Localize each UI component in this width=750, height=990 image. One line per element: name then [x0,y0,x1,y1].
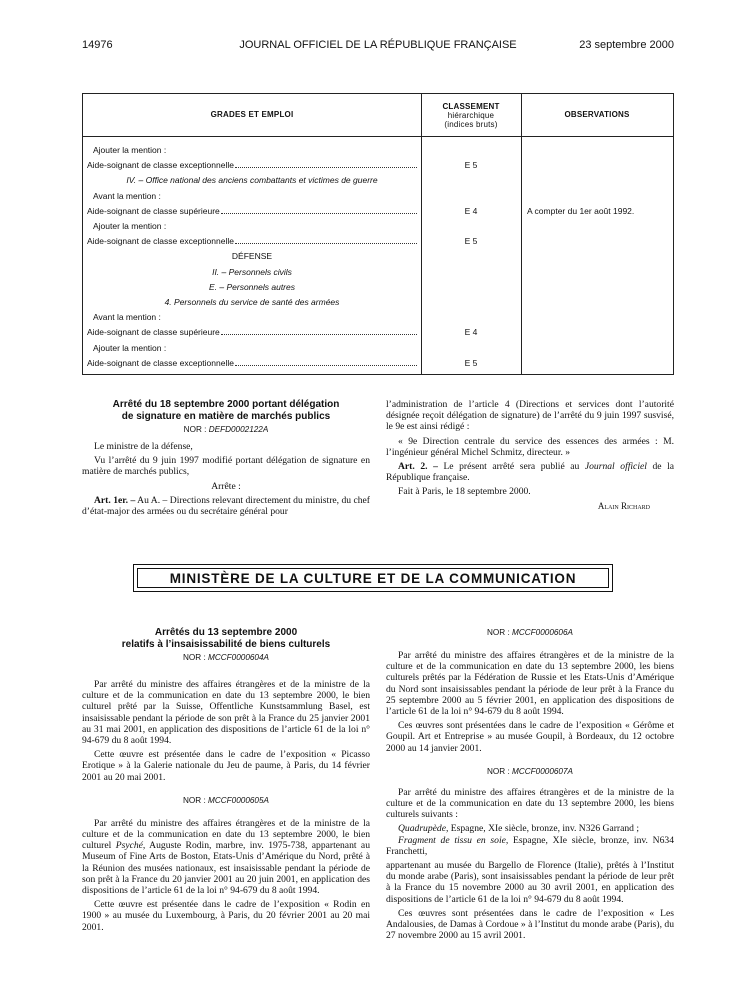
artwork-title: Quadrupède, [398,823,449,835]
grade-emploi-cell: Aide-soignant de classe supérieure [87,327,220,338]
nor-code: MCCF0000604A [208,653,269,662]
observations-cell: A compter du 1er août 1992. [527,205,635,216]
grade-emploi-cell: Ajouter la mention : [93,221,167,231]
nor-label: NOR : [183,425,207,434]
table-section-heading: DÉFENSE [231,251,273,262]
article-text: Au A. – Directions relevant directement du ministre, du chef d’état-major des armées ou du secrétaire général pour [82,494,370,518]
header-grades-emploi: GRADES ET EMPLOI [210,110,294,119]
grades-table [82,93,674,375]
classement-cell: E 5 [464,160,478,171]
article-label: Art. 1er. – [94,494,136,506]
table-row [83,190,675,202]
paragraph: Vu l’arrêté du 9 juin 1997 modifié portant délégation de signature en matière de marchés publics, [82,455,370,478]
article-1 [82,495,370,517]
classement-cell: E 4 [464,327,478,338]
artwork-details: Espagne, XIe siècle, bronze, inv. N634 Franchetti, [386,834,674,857]
nor-reference [82,795,370,806]
table-row [83,311,675,323]
paragraph [82,818,370,896]
header-observations: OBSERVATIONS [564,110,630,119]
arrete-title [82,399,370,422]
table-row [83,205,675,217]
grade-emploi-cell: Avant la mention : [93,190,161,201]
paragraph-text: Auguste Rodin, marbre, inv. 1975-738, appartenant au Museum of Fine Arts de Boston, Etats-Unis d’Amérique du Nord, prêté à la Réunion des musées nationaux, est insaisissable pendant la période de son prêt à la France du 20 janvier 2001 au 20 juin 2001, en application des dispositions de l’article 61 de la loi n° 94-679 du 8 août 1994. [82,840,370,897]
nor-label: NOR : [182,653,206,662]
nor-reference [386,766,674,777]
page-header [82,39,674,55]
header-classement [421,102,521,129]
table-row [83,235,675,247]
nor-reference [386,627,674,638]
arrete-defense-left [82,399,370,520]
page-number: 14976 [82,39,113,51]
paragraph: Par arrêté du ministre des affaires étrangères et de la ministre de la culture et de la communication en date du 13 septembre 2000, les biens culturels prêtés par la Fédération de Russie et les Etats-Unis d’Amérique du Nord sont insaisissables pendant la période de leur prêt à la France du 25 septembre 2000 au 5 février 2001, en application des dispositions de l’article 61 de la loi n° 94-679 du 8 août 1994. [386,650,674,718]
nor-reference [82,652,370,663]
journal-title: JOURNAL OFFICIEL DE LA RÉPUBLIQUE FRANÇAISE [239,39,517,51]
article-text: de la République française. [386,461,675,484]
grade-emploi-cell: Aide-soignant de classe exceptionnelle [87,160,234,171]
paragraph: Cette œuvre est présentée dans le cadre de l’exposition « Rodin en 1900 » au musée du Luxembourg, à Paris, du 20 février 2001 au 20 mai 2001. [82,899,370,933]
paragraph: Fait à Paris, le 18 septembre 2000. [398,486,531,498]
table-row [83,326,675,338]
table-section-heading: E. – Personnels autres [209,281,295,292]
nor-label: NOR : [486,766,510,776]
banner-text: MINISTÈRE DE LA CULTURE ET DE LA COMMUNICATION [169,571,577,586]
paragraph: Cette œuvre est présentée dans le cadre de l’exposition « Picasso Erotique » à la Galerie nationale du Jeu de paume, à Paris, du 14 février 2001 au 20 mai 2001. [82,749,370,783]
signature: Alain Richard [597,500,650,511]
paragraph: l’administration de l’article 4 (Directions et services dont l’autorité désignée reçoit délégation de signature) de l’arrêté du 9 juin 1997 susvisé, le 9e est ainsi rédigé : [386,399,674,433]
table-row [83,357,675,369]
issue-date: 23 septembre 2000 [579,39,674,51]
arretes-title-line2: relatifs à l’insaisissabilité de biens culturels [121,638,331,650]
dot-leader [235,365,417,366]
paragraph-text: Par arrêté du ministre des affaires étrangères et de la ministre de la culture et de la communication en date du 13 septembre 2000, le bien culturel [82,817,370,852]
article-text: Le présent arrêté sera publié au [443,461,580,473]
nor-label: NOR : [486,628,510,637]
arretes-culture-right [386,627,674,944]
arrete-verb: Arrête : [211,480,241,492]
paragraph: Par arrêté du ministre des affaires étrangères et de la ministre de la culture et de la communication en date du 13 septembre 2000, le bien culturel prêté par la Suisse, Offentliche Kunstsammlung Basel, est insaisissable pendant la période de son prêt à la France du 25 janvier 2001 au 31 mai 2001, en application des dispositions de l’article 61 de la loi n° 94-679 du 8 août 1994. [82,679,370,747]
arrete-title-line2: de signature en matière de marchés publics [121,410,331,422]
arrete-defense-right [386,399,674,512]
table-row [83,342,675,354]
journal-officiel-ref: Journal officiel [584,461,647,473]
dot-leader [221,213,417,214]
paragraph: Le ministre de la défense, [94,441,193,452]
nor-code: DEFD0002122A [208,425,269,434]
dot-leader [235,167,417,168]
dot-leader [221,334,417,335]
dot-leader [235,243,417,244]
header-classement-line3: (indices bruts) [444,120,498,129]
nor-code: MCCF0000606A [512,628,573,637]
header-classement-line2: hiérarchique [447,111,495,120]
list-item [386,835,674,857]
grade-emploi-cell: Aide-soignant de classe exceptionnelle [87,236,234,247]
table-row [83,220,675,232]
nor-reference [82,424,370,435]
table-header-divider [83,136,673,137]
table-row [83,159,675,171]
grade-emploi-cell: Ajouter la mention : [93,145,167,155]
grade-emploi-cell: Aide-soignant de classe supérieure [87,205,220,216]
paragraph: Ces œuvres sont présentées dans le cadre de l’exposition « Les Andalousies, de Damas à Cordoue » à l’Institut du monde arabe (Paris), du 27 novembre 2000 au 15 avril 2001. [386,907,674,942]
nor-code: MCCF0000607A [512,766,573,776]
paragraph: Par arrêté du ministre des affaires étrangères et de la ministre de la culture et de la communication en date du 13 septembre 2000, les biens culturels suivants : [386,786,674,821]
classement-cell: E 5 [464,236,478,247]
grade-emploi-cell: Avant la mention : [93,312,161,323]
arrete-title-line1: Arrêté du 18 septembre 2000 portant délégation [112,399,340,410]
table-section-heading: IV. – Office national des anciens combattants et victimes de guerre [126,175,378,186]
article-label: Art. 2. – [398,461,438,473]
grade-emploi-cell: Ajouter la mention : [93,342,167,353]
arretes-culture-left [82,627,370,936]
artwork-title: Fragment de tissu en soie, [398,834,509,846]
paragraph: « 9e Direction centrale du service des essences des armées : M. l’ingénieur général Michel Schmitz, directeur. » [386,435,674,458]
arretes-title [82,627,370,650]
paragraph: Ces œuvres sont présentées dans le cadre de l’exposition « Gérôme et Goupil. Art et Entreprise » au musée Goupil, à Bordeaux, du 12 octobre 2000 au 14 janvier 2001. [386,720,674,754]
header-classement-line1: CLASSEMENT [442,102,500,111]
classement-cell: E 4 [464,205,478,216]
paragraph: appartenant au musée du Bargello de Florence (Italie), prêtés à l’Institut du monde arabe (Paris), sont insaisissables pendant la période de leur prêt à la France du 15 novembre 2000 au 30 avril 2001, en application des dispositions de l’article 61 de la loi n° 94-679 du 8 août 1994. [386,860,674,905]
article-2 [386,461,674,483]
nor-label: NOR : [182,795,206,805]
table-section-heading: II. – Personnels civils [212,266,292,277]
artwork-title: Psyché, [115,840,146,852]
grade-emploi-cell: Aide-soignant de classe exceptionnelle [87,357,234,368]
list-item [386,823,674,834]
classement-cell: E 5 [464,357,478,368]
nor-code: MCCF0000605A [208,795,269,805]
table-row [83,144,675,156]
ministry-banner [133,564,613,592]
table-section-heading: 4. Personnels du service de santé des armées [164,297,340,307]
arretes-title-line1: Arrêtés du 13 septembre 2000 [154,627,298,638]
artwork-details: Espagne, XIe siècle, bronze, inv. N326 Garrand ; [450,823,640,835]
